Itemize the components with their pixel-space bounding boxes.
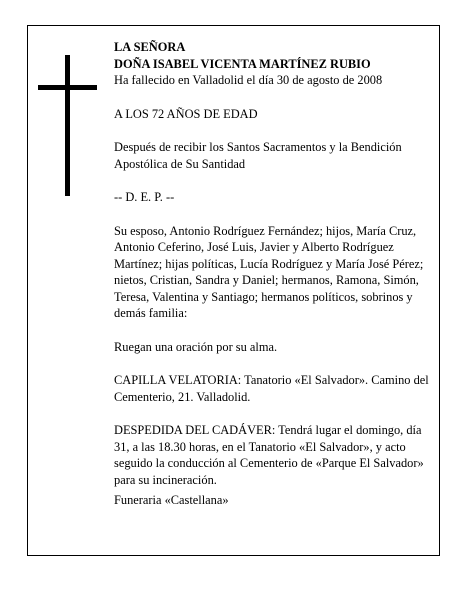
cross-vertical-bar (65, 55, 70, 196)
death-line: Ha fallecido en Valladolid el día 30 de agosto de 2008 (114, 73, 383, 87)
chapel-paragraph: CAPILLA VELATORIA: Tanatorio «El Salvador». Camino del Cementerio, 21. Valladolid. (114, 373, 429, 404)
cross-horizontal-bar (38, 85, 97, 90)
notice-body (114, 39, 429, 509)
notice-title: LA SEÑORA (114, 40, 186, 54)
rip-line: -- D. E. P. -- (114, 190, 175, 204)
prayer-line: Ruegan una oración por su alma. (114, 339, 278, 354)
family-paragraph: Su esposo, Antonio Rodríguez Fernández; hijos, María Cruz, Antonio Ceferino, José Luis, Javier y Alberto Rodríguez Martínez; hijas políticas, Lucía Rodríguez y María José Pérez; nietos, Cristian, Sandra y Daniel; hermanos, Ramona, Simón, Teresa, Valentina y Santiago; hermanos políticos, sobrinos y demás familia: (114, 223, 424, 320)
age-line: A LOS 72 AÑOS DE EDAD (114, 106, 258, 121)
funeral-home-line: Funeraria «Castellana» (114, 493, 229, 507)
deceased-name: DOÑA ISABEL VICENTA MARTÍNEZ RUBIO (114, 56, 371, 71)
sacraments-paragraph: Después de recibir los Santos Sacramentos y la Bendición Apostólica de Su Santidad (114, 140, 402, 171)
farewell-paragraph: DESPEDIDA DEL CADÁVER: Tendrá lugar el domingo, día 31, a las 18.30 horas, en el Tanatorio «El Salvador», y acto seguido la conducción al Cementerio de «Parque El Salvador» para su incineración. (114, 423, 424, 487)
